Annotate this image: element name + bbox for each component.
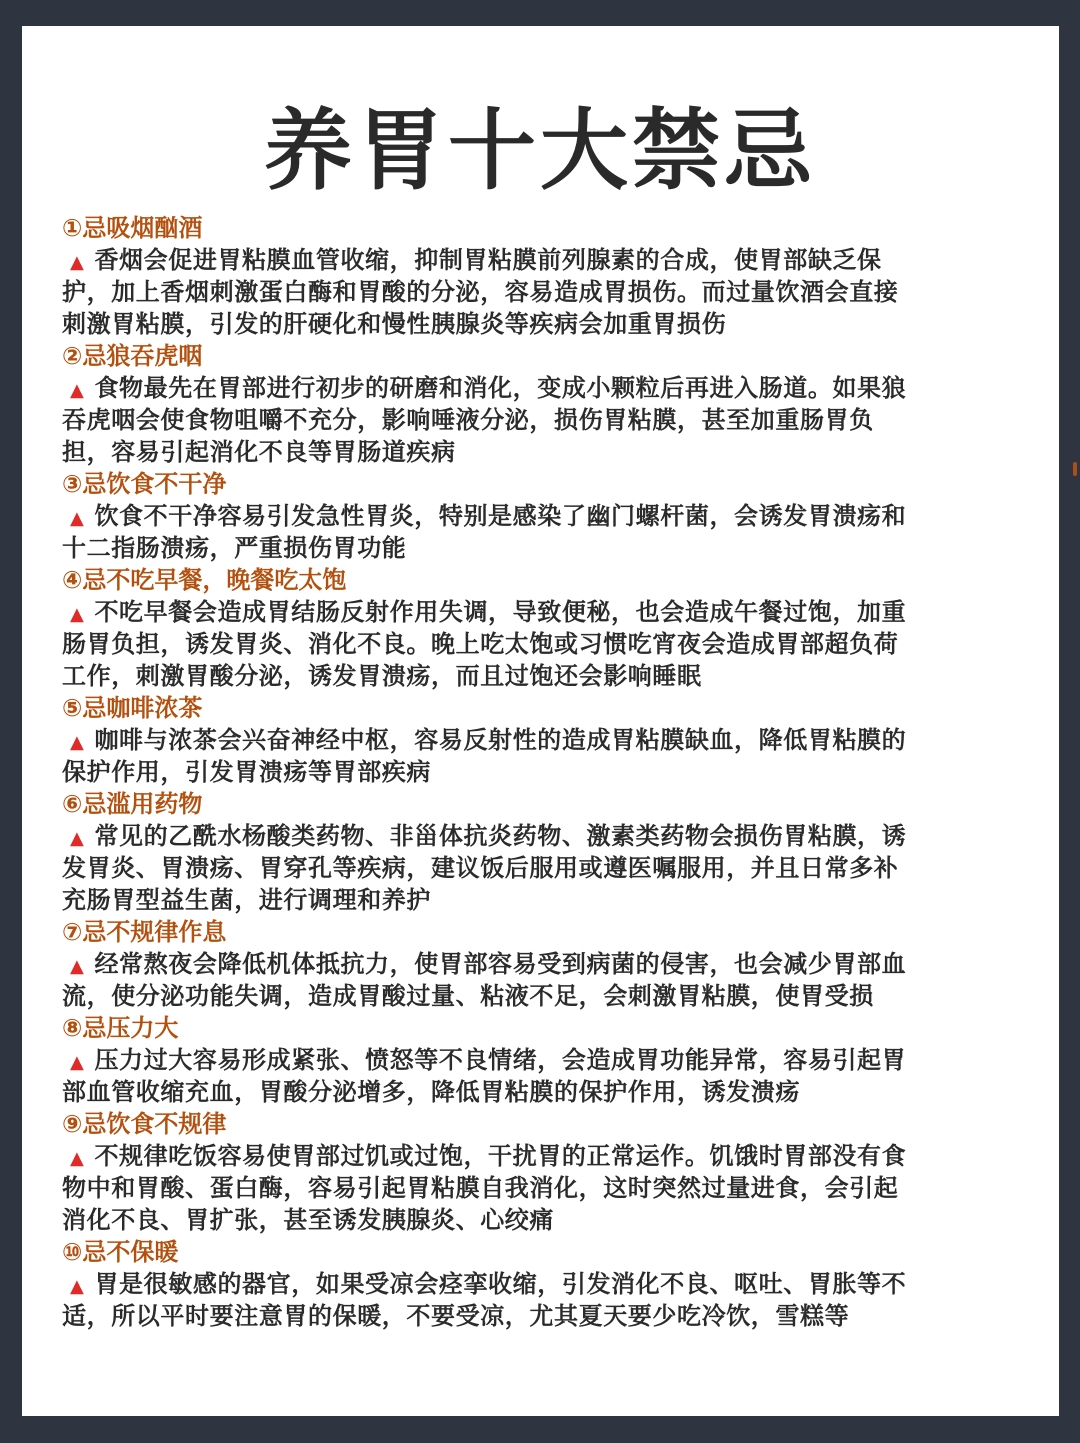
section-heading: ③忌饮食不干净 [62,470,227,498]
body-line [62,724,1032,756]
triangle-icon: ▲ [70,1148,85,1169]
body-line [62,948,1032,980]
section-heading: ⑤忌咖啡浓茶 [62,694,203,722]
body-text: 发胃炎、胃溃疡、胃穿孔等疾病，建议饭后服用或遵医嘱服用，并且日常多补 [62,854,899,882]
edge-marker [1073,462,1077,476]
section-8 [62,1012,1032,1108]
triangle-icon: ▲ [70,1276,85,1297]
triangle-icon: ▲ [70,956,85,977]
body-text: 常见的乙酰水杨酸类药物、非甾体抗炎药物、激素类药物会损伤胃粘膜，诱 [94,822,907,850]
body-text: 吞虎咽会使食物咀嚼不充分，影响唾液分泌，损伤胃粘膜，甚至加重肠胃负 [62,406,874,434]
section-10 [62,1236,1032,1332]
body-text: 十二指肠溃疡，严重损伤胃功能 [62,534,407,562]
body-text: 刺激胃粘膜，引发的肝硬化和慢性胰腺炎等疾病会加重胃损伤 [62,310,727,338]
section-heading: ⑩忌不保暖 [62,1238,179,1266]
body-line [62,756,1032,788]
body-line [62,628,1032,660]
body-text: 食物最先在胃部进行初步的研磨和消化，变成小颗粒后再进入肠道。如果狼 [94,374,907,402]
body-line [62,1044,1032,1076]
body-text: 压力过大容易形成紧张、愤怒等不良情绪，会造成胃功能异常，容易引起胃 [94,1046,907,1074]
body-text: 工作，刺激胃酸分泌，诱发胃溃疡，而且过饱还会影响睡眠 [62,662,702,690]
section-heading: ④忌不吃早餐，晚餐吃太饱 [62,566,347,594]
body-text: 部血管收缩充血，胃酸分泌增多，降低胃粘膜的保护作用，诱发溃疡 [62,1078,800,1106]
section-heading: ⑥忌滥用药物 [62,790,203,818]
body-line [62,532,1032,564]
section-2 [62,340,1032,468]
body-line [62,980,1032,1012]
body-text: 不规律吃饭容易使胃部过饥或过饱，干扰胃的正常运作。饥饿时胃部没有食 [94,1142,907,1170]
body-text: 不吃早餐会造成胃结肠反射作用失调，导致便秘，也会造成午餐过饱，加重 [94,598,907,626]
body-line [62,500,1032,532]
section-heading: ⑨忌饮食不规律 [62,1110,227,1138]
content-list [62,212,1032,1332]
section-4 [62,564,1032,692]
body-line [62,308,1032,340]
triangle-icon: ▲ [70,828,85,849]
section-9 [62,1108,1032,1236]
triangle-icon: ▲ [70,508,85,529]
body-text: 流，使分泌功能失调，造成胃酸过量、粘液不足，会刺激胃粘膜，使胃受损 [62,982,874,1010]
section-3 [62,468,1032,564]
body-line [62,372,1032,404]
body-text: 胃是很敏感的器官，如果受凉会痉挛收缩，引发消化不良、呕吐、胃胀等不 [94,1270,907,1298]
body-text: 充肠胃型益生菌，进行调理和养护 [62,886,431,914]
body-text: 担，容易引起消化不良等胃肠道疾病 [62,438,456,466]
body-line [62,596,1032,628]
body-text: 肠胃负担，诱发胃炎、消化不良。晚上吃太饱或习惯吃宵夜会造成胃部超负荷 [62,630,899,658]
body-line [62,1300,1032,1332]
body-line [62,852,1032,884]
section-7 [62,916,1032,1012]
body-line [62,1204,1032,1236]
body-line [62,436,1032,468]
body-text: 护，加上香烟刺激蛋白酶和胃酸的分泌，容易造成胃损伤。而过量饮酒会直接 [62,278,899,306]
body-line [62,660,1032,692]
body-line [62,1140,1032,1172]
section-1 [62,212,1032,340]
section-5 [62,692,1032,788]
page-title: 养胃十大禁忌 [263,99,816,202]
triangle-icon: ▲ [70,732,85,753]
body-line [62,1172,1032,1204]
triangle-icon: ▲ [70,1052,85,1073]
body-text: 经常熬夜会降低机体抵抗力，使胃部容易受到病菌的侵害，也会减少胃部血 [94,950,907,978]
body-line [62,244,1032,276]
body-text: 消化不良、胃扩张，甚至诱发胰腺炎、心绞痛 [62,1206,554,1234]
triangle-icon: ▲ [70,380,85,401]
body-line [62,884,1032,916]
body-line [62,1268,1032,1300]
section-heading: ①忌吸烟酗酒 [62,214,203,242]
body-text: 保护作用，引发胃溃疡等胃部疾病 [62,758,431,786]
triangle-icon: ▲ [70,604,85,625]
body-text: 物中和胃酸、蛋白酶，容易引起胃粘膜自我消化，这时突然过量进食，会引起 [62,1174,899,1202]
body-line [62,404,1032,436]
section-6 [62,788,1032,916]
section-heading: ⑦忌不规律作息 [62,918,227,946]
body-line [62,1076,1032,1108]
section-heading: ②忌狼吞虎咽 [62,342,203,370]
body-line [62,276,1032,308]
body-text: 香烟会促进胃粘膜血管收缩，抑制胃粘膜前列腺素的合成，使胃部缺乏保 [94,246,882,274]
triangle-icon: ▲ [70,252,85,273]
body-text: 饮食不干净容易引发急性胃炎，特别是感染了幽门螺杆菌，会诱发胃溃疡和 [94,502,907,530]
section-heading: ⑧忌压力大 [62,1014,179,1042]
body-line [62,820,1032,852]
body-text: 咖啡与浓茶会兴奋神经中枢，容易反射性的造成胃粘膜缺血，降低胃粘膜的 [94,726,907,754]
body-text: 适，所以平时要注意胃的保暖，不要受凉，尤其夏天要少吃冷饮，雪糕等 [62,1302,850,1330]
